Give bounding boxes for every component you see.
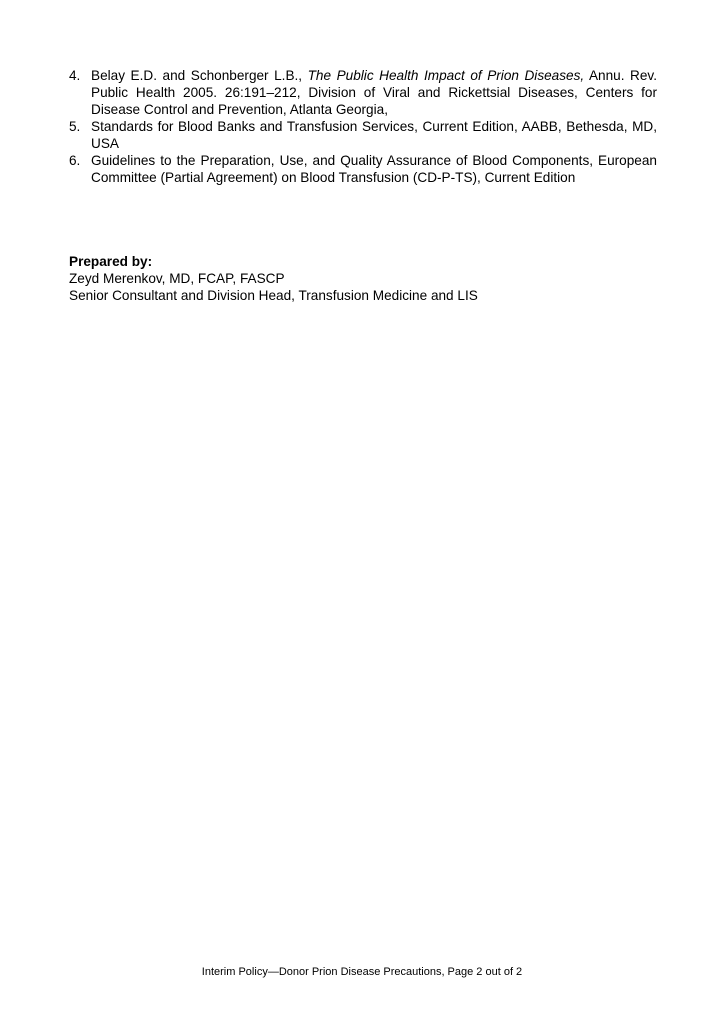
- preparer-name: Zeyd Merenkov, MD, FCAP, FASCP: [69, 271, 285, 286]
- reference-number: 6.: [69, 153, 81, 168]
- reference-list: [69, 67, 657, 186]
- reference-text: Guidelines to the Preparation, Use, and Quality Assurance of Blood Components, European Committee (Partial Agreement) on Blood Transfusion (CD-P-TS), Current Edition: [91, 153, 657, 185]
- reference-source: Annu. Rev. Public Health 2005. 26:191–212, Division of Viral and Rickettsial Diseases, Centers for Disease Control and Prevention, Atlanta Georgia,: [91, 68, 657, 117]
- prepared-by-heading: Prepared by:: [69, 254, 153, 269]
- reference-item-6: [69, 152, 657, 186]
- reference-item-4: [69, 67, 657, 118]
- page-footer: Interim Policy—Donor Prion Disease Precautions, Page 2 out of 2: [201, 966, 523, 978]
- reference-title: The Public Health Impact of Prion Diseases,: [307, 68, 585, 83]
- prepared-by-block: [69, 253, 669, 304]
- reference-text: [91, 68, 657, 117]
- reference-item-5: [69, 118, 657, 152]
- reference-text: Standards for Blood Banks and Transfusion Services, Current Edition, AABB, Bethesda, MD, USA: [91, 119, 657, 151]
- reference-authors: Belay E.D. and Schonberger L.B.,: [91, 68, 308, 83]
- reference-number: 5.: [69, 119, 81, 134]
- preparer-title: Senior Consultant and Division Head, Transfusion Medicine and LIS: [69, 288, 478, 303]
- reference-number: 4.: [69, 68, 81, 83]
